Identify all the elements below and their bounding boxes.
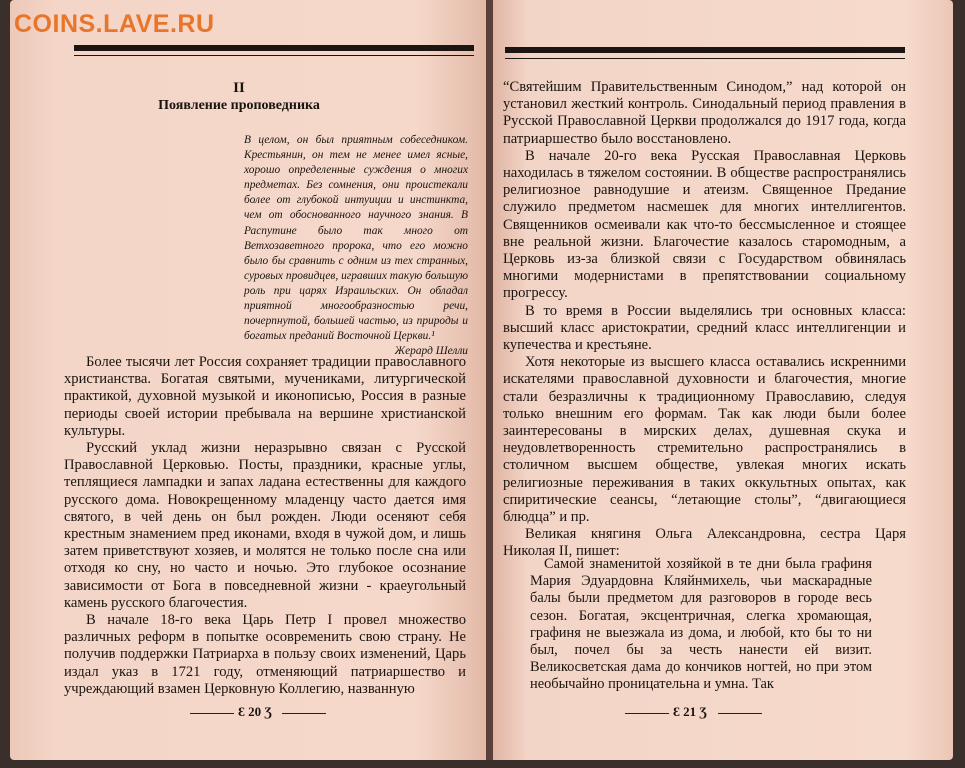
ornament-open: Ɛ (673, 704, 680, 719)
epigraph-text: В целом, он был приятным собеседником. Крестьянин, он тем не менее имел ясные, хорошо определенные суждения о многих предметах. Без сомнения, они проистекали более от глубокой интуиции и инстинкта, чем от обоснованного научного знания. В Распутине было так много от Ветхозаветного пророка, что его можно было бы сравнить с одним из тех странных, суровых провидцев, игравших такую большую роль при царях Израильских. Он обладал приятной многообразностью речи, почерпнутой, большей частью, из природы и богатых преданий Восточной Церкви.¹ (244, 134, 468, 343)
paragraph: Русский уклад жизни неразрывно связан с Русской Православной Церковью. Посты, праздники, красные углы, теплящиеся лампадки и запах ладана естественны для каждого русского дома. Новокрещенному младенцу часто дается имя святого, в чей день он был рожден. Люди осеняют себя крестным знамением пред иконами, входя в чужой дом, и лишь затем приветствуют хозяев, и молятся не только после сна или отходя ко сну, но часто и ночью. Это глубокое осознание зависимости от Бога в повседневной жизни - краеугольный камень русского благочестия. (64, 440, 466, 611)
ornament-close: Ʒ (699, 704, 707, 719)
paragraph: В начале 18-го века Царь Петр I провел множество различных реформ в попытке осовременить свою страну. Не получив поддержки Патриарха в пользу своих изменений, Царь издал указ в 1721 году, отменяющий патриаршество и учреждающий взамен Церковную Коллегию, названную (64, 612, 466, 697)
watermark: COINS.LAVE.RU (14, 10, 215, 38)
ornament-close: Ʒ (264, 704, 272, 719)
page-number-ornament-line (718, 713, 762, 714)
page-number-value: 21 (683, 704, 697, 719)
page-number-left (238, 704, 272, 720)
epigraph-author: Жерард Шелли (394, 345, 468, 358)
block-quote (530, 556, 872, 694)
chapter-title: Появление проповедника (158, 98, 320, 113)
right-header-rule-thick (505, 47, 905, 53)
book-gutter (486, 0, 493, 760)
quote-text: Самой знаменитой хозяйкой в те дни была графиня Мария Эдуардовна Кляйнмихель, чьи маскарадные балы были предметом для разговоров в городе весь сезон. Богатая, эксцентричная, слегка хромающая, графиня не выезжала из дома, и любой, кто бы то ни был, почел бы за честь нанести ей визит. Великосветская дама до кончиков ногтей, но при этом необычайно проницательна и умна. Так (530, 556, 872, 693)
paragraph: В начале 20-го века Русская Православная Церковь находилась в тяжелом состоянии. В обществе распространялись религиозное равнодушие и атеизм. Священное Предание служило предметом насмешек для многих интеллигентов. Священников осмеивали как что-то бессмысленное и стоящее вне реальной жизни. Благочестие казалось старомодным, а Церковь из-за близкой связи с Государством обвинялась многими модернистами в препятствовании социальному прогрессу. (503, 147, 906, 302)
left-header-rule-thick (74, 45, 474, 51)
epigraph (244, 133, 468, 359)
paragraph: Более тысячи лет Россия сохраняет традиции православного христианства. Богатая святыми, мучениками, литургической практикой, духовной музыкой и иконописью, Россия в разные периоды своей истории пребывала на вершине христианской культуры. (64, 354, 466, 439)
paragraph: Хотя некоторые из высшего класса оставались искренними искателями православной духовности и благочестия, многие стали безразличны к традиционному Православию, следуя только внешним его формам. Так как люди были более заинтересованы в мирских делах, душевная скука и неудовлетворенность стремительно распространялись в столичном высшем обществе, увлекая многих искать религиозные переживания в таких оккультных опытах, как спиритические сеансы, “летающие столы”, “двигающиеся блюдца” и пр. (503, 354, 906, 526)
page-number-ornament-line (190, 713, 234, 714)
paragraph: Великая княгиня Ольга Александровна, сестра Царя Николая II, пишет: (503, 526, 906, 560)
page-number-ornament-line (282, 713, 326, 714)
page-number-right (673, 704, 707, 720)
right-header-rule-thin (505, 58, 905, 59)
ornament-open: Ɛ (238, 704, 245, 719)
chapter-number: II (233, 80, 245, 96)
right-body-text (503, 79, 906, 561)
paragraph: “Святейшим Правительственным Синодом,” над которой он установил жесткий контроль. Синодальный период правления в Русской Православной Церкви продолжался до 1917 года, когда патриаршество было восстановлено. (503, 79, 906, 147)
left-header-rule-thin (74, 55, 474, 56)
page-number-ornament-line (625, 713, 669, 714)
paragraph: В то время в России выделялись три основных класса: высший класс аристократии, средний класс интеллигенции и купечества и крестьяне. (503, 302, 906, 354)
left-body-text (64, 354, 466, 698)
page-number-value: 20 (248, 704, 262, 719)
